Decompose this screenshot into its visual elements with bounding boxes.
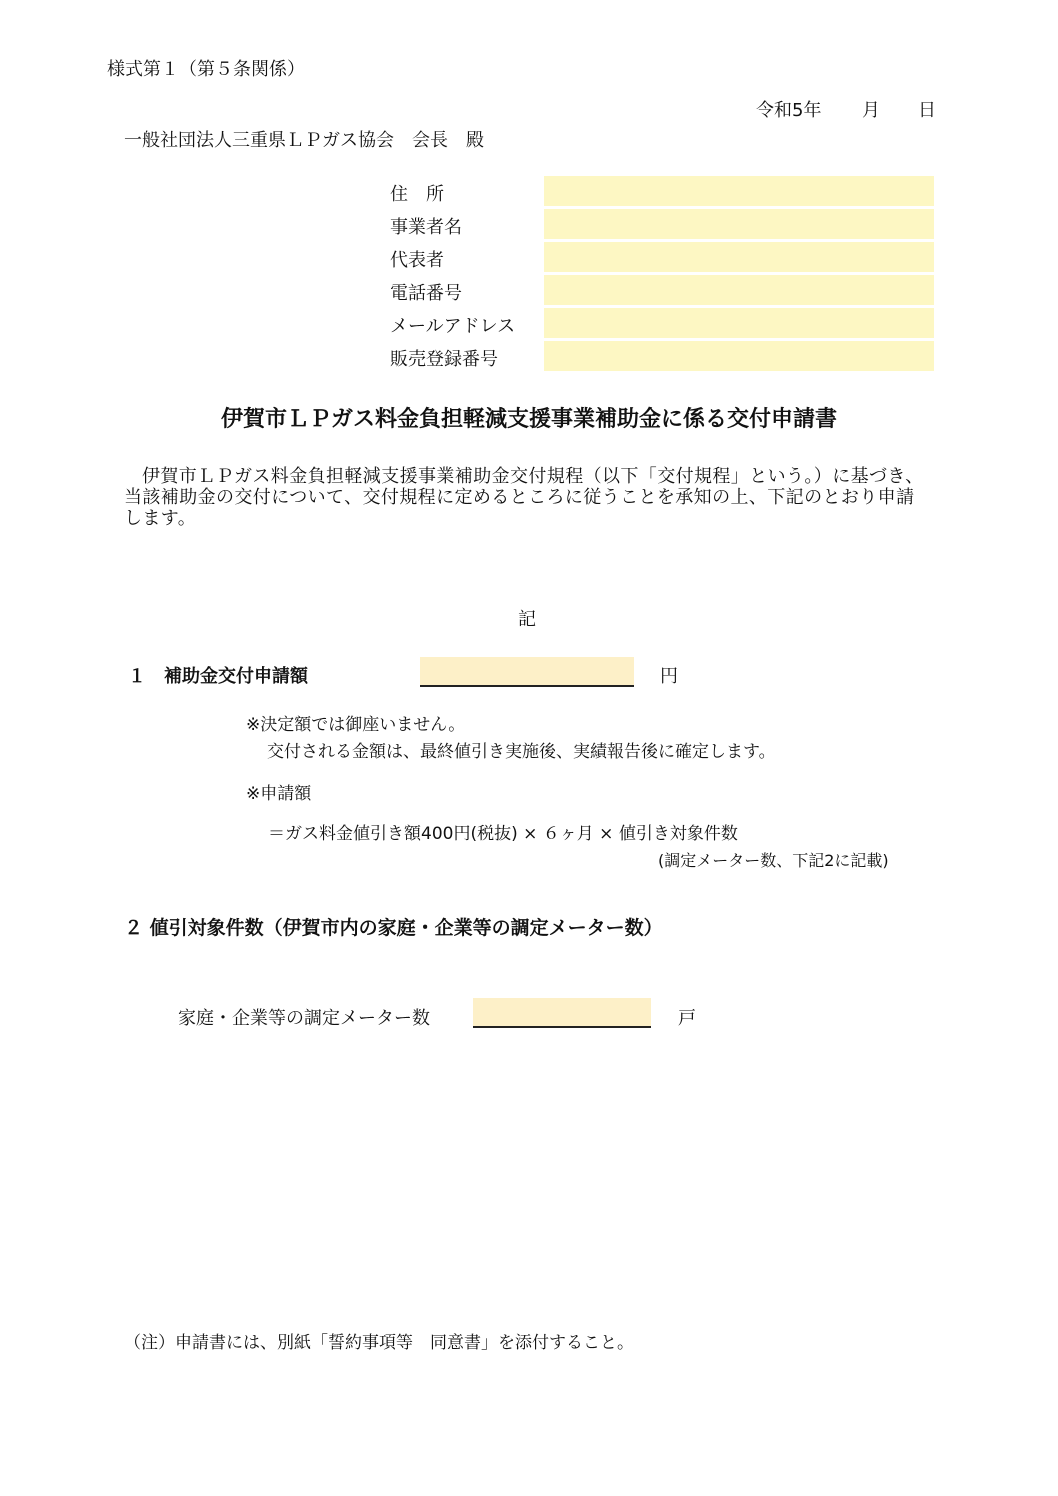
- note-confirmation: 交付される金額は、最終値引き実施後、実績報告後に確定します。: [267, 742, 776, 762]
- note-not-final: ※決定額では御座いません。: [246, 715, 466, 735]
- meter-count-input[interactable]: [473, 998, 651, 1028]
- address-label: 住 所: [390, 184, 444, 205]
- representative-input[interactable]: [544, 242, 934, 272]
- email-input[interactable]: [544, 308, 934, 338]
- form-number: 様式第１（第５条関係）: [107, 59, 305, 80]
- sales-registration-label: 販売登録番号: [390, 349, 498, 370]
- ki-marker: 記: [518, 609, 536, 630]
- date-era-year: 令和5年: [756, 100, 822, 121]
- phone-label: 電話番号: [390, 283, 462, 304]
- addressee: 一般社団法人三重県ＬＰガス協会 会長 殿: [124, 130, 484, 151]
- amount-formula: ＝ガス料金値引き額400円(税抜) × ６ヶ月 × 値引き対象件数: [268, 824, 738, 844]
- yen-unit: 円: [660, 666, 678, 687]
- section1-heading: １ 補助金交付申請額: [128, 666, 308, 687]
- meter-count-label: 家庭・企業等の調定メーター数: [178, 1008, 430, 1029]
- sales-registration-input[interactable]: [544, 341, 934, 371]
- formula-subnote: (調定メーター数、下記2に記載): [658, 851, 889, 870]
- section2-heading: ２ 値引対象件数（伊賀市内の家庭・企業等の調定メーター数）: [124, 917, 663, 939]
- intro-paragraph: 伊賀市ＬＰガス料金負担軽減支援事業補助金交付規程（以下「交付規程」という。）に基づき、当該補助金の交付について、交付規程に定めるところに従うことを承知の上、下記のとおり申請します。: [124, 466, 924, 529]
- application-amount-input[interactable]: [420, 657, 634, 687]
- date-month-label: 月: [862, 100, 880, 121]
- document-title: 伊賀市ＬＰガス料金負担軽減支援事業補助金に係る交付申請書: [220, 407, 837, 432]
- representative-label: 代表者: [390, 250, 444, 271]
- date-day-label: 日: [918, 100, 936, 121]
- note-application-amount: ※申請額: [246, 784, 312, 804]
- address-input[interactable]: [544, 176, 934, 206]
- business-name-label: 事業者名: [390, 217, 462, 238]
- email-label: メールアドレス: [390, 316, 516, 337]
- footer-note: （注）申請書には、別紙「誓約事項等 同意書」を添付すること。: [124, 1333, 634, 1353]
- business-name-input[interactable]: [544, 209, 934, 239]
- phone-input[interactable]: [544, 275, 934, 305]
- household-unit: 戸: [678, 1008, 696, 1029]
